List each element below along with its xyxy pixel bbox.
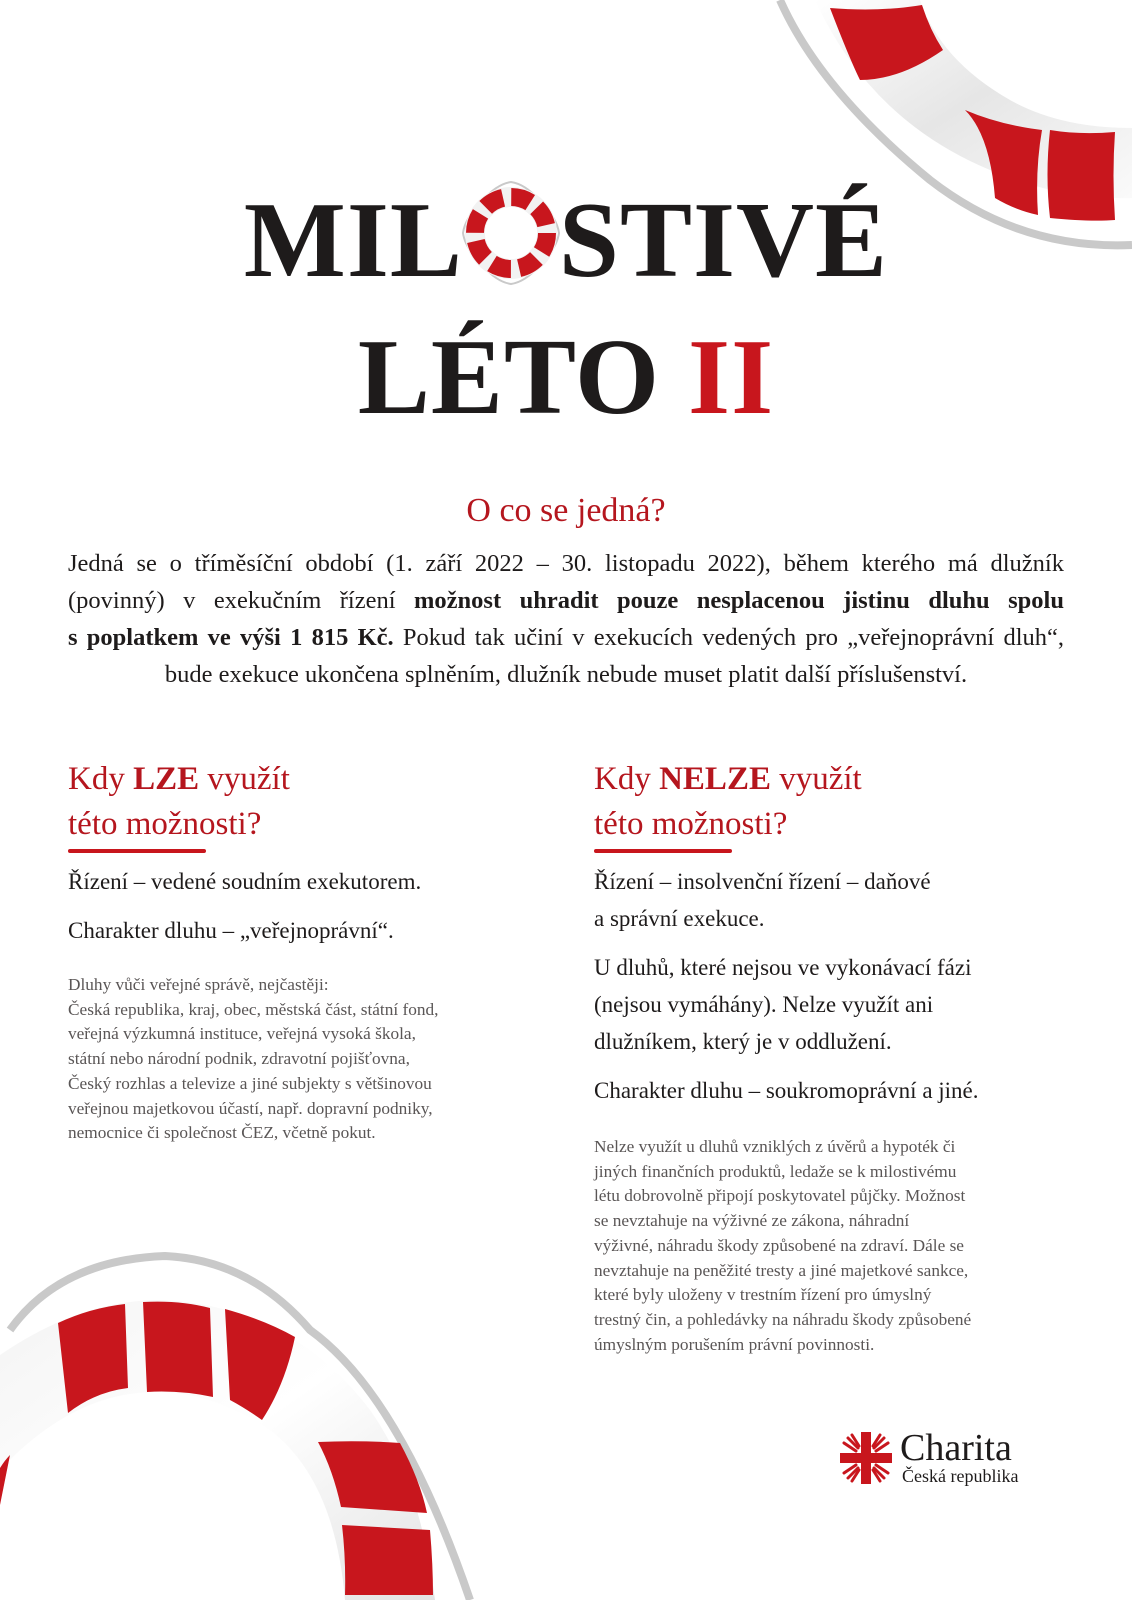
intro-line-1: Jedná se o tříměsíční období (1. září 2022 – 30. listopadu 2022), během kterého má dlužník xyxy=(68,550,1064,577)
paragraph-line: U dluhů, které nejsou ve vykonávací fázi xyxy=(594,955,972,980)
cannot-paragraph-3 xyxy=(594,1072,1064,1109)
title-line-1 xyxy=(0,178,1132,301)
paragraph-line: a správní exekuce. xyxy=(594,906,765,931)
lifebuoy-letter-o-icon xyxy=(459,178,563,288)
can-heading xyxy=(68,757,538,847)
intro-paragraph xyxy=(68,545,1064,693)
title-line-2 xyxy=(0,318,1132,438)
note-line: Nelze využít u dluhů vzniklých z úvěrů a hypoték či xyxy=(594,1137,956,1156)
heading-underline xyxy=(594,849,732,853)
note-line: úmyslným porušením právní povinnosti. xyxy=(594,1334,875,1354)
cannot-heading xyxy=(594,757,1064,847)
charita-cross-icon xyxy=(838,1430,894,1486)
intro-bold-text: možnost uhradit pouze nesplacenou jistinu dluhu spolu xyxy=(414,587,1064,614)
heading-text: této možnosti? xyxy=(594,806,788,842)
intro-line-3 xyxy=(68,619,1064,656)
note-line: Český rozhlas a televize a jiné subjekty s většinovou xyxy=(68,1073,432,1093)
title-mil: MIL xyxy=(243,181,463,300)
paragraph-line: (nejsou vymáhány). Nelze využít ani xyxy=(594,992,934,1017)
cannot-note xyxy=(594,1135,1064,1357)
charita-logo xyxy=(838,1428,1048,1488)
paragraph-line: dlužníkem, který je v oddlužení. xyxy=(594,1029,892,1054)
section-cannot-use xyxy=(594,757,1064,1357)
lifebuoy-bottom-left-icon xyxy=(0,1220,480,1600)
heading-text: využít xyxy=(770,761,862,797)
heading-text: této možnosti? xyxy=(68,806,262,842)
note-line: Česká republika, kraj, obec, městská část, státní fond, xyxy=(68,999,439,1019)
heading-bold: NELZE xyxy=(659,761,771,797)
logo-name: Charita xyxy=(900,1427,1012,1469)
paragraph-line: Charakter dluhu – soukromoprávní a jiné. xyxy=(594,1078,979,1103)
title-stive: STIVÉ xyxy=(558,181,889,300)
note-line: Dluhy vůči veřejné správě, nejčastěji: xyxy=(68,975,329,994)
logo-subtitle: Česká republika xyxy=(902,1466,1019,1486)
intro-text: (povinný) v exekučním řízení xyxy=(68,587,415,614)
can-paragraph-2: Charakter dluhu – „veřejnoprávní“. xyxy=(68,918,394,943)
heading-underline xyxy=(68,849,206,853)
note-line: jiných finančních produktů, ledaže se k milostivému xyxy=(594,1161,957,1181)
cannot-paragraph-1 xyxy=(594,863,1064,937)
intro-text: Pokud tak učiní v exekucích vedených pro „veřejnoprávní dluh“, xyxy=(393,624,1064,651)
heading-text: Kdy xyxy=(68,761,134,797)
note-line: výživné, náhradu škody způsobené na zdraví. Dále se xyxy=(594,1235,964,1255)
note-line: trestný čin, a pohledávky na náhradu škody způsobené xyxy=(594,1309,972,1329)
title-leto: LÉTO xyxy=(357,318,661,437)
heading-text: využít xyxy=(199,761,290,797)
intro-bold-fee: s poplatkem ve výši 1 815 Kč. xyxy=(68,624,394,651)
can-note xyxy=(68,973,538,1146)
cannot-paragraph-2 xyxy=(594,949,1064,1060)
note-line: veřejná výzkumná instituce, veřejná vysoká škola, xyxy=(68,1024,416,1044)
paragraph-line: Řízení – insolvenční řízení – daňové xyxy=(594,869,931,894)
note-line: veřejnou majetkovou účastí, např. dopravní podniky, xyxy=(68,1098,433,1118)
note-line: se nevztahuje na výživné ze zákona, náhradní xyxy=(594,1211,910,1231)
heading-text: Kdy xyxy=(594,761,660,797)
section-can-use xyxy=(68,757,538,1146)
note-line: nemocnice či společnost ČEZ, včetně pokut. xyxy=(68,1123,376,1143)
intro-line-4: bude exekuce ukončena splněním, dlužník nebude muset platit další příslušenství. xyxy=(164,661,968,688)
title-numeral: II xyxy=(688,318,775,437)
note-line: které byly uloženy v trestním řízení pro úmyslný xyxy=(594,1285,932,1305)
note-line: létu dobrovolně připojí poskytovatel půjčky. Možnost xyxy=(594,1186,966,1206)
intro-heading: O co se jedná? xyxy=(466,492,666,529)
can-paragraph-1: Řízení – vedené soudním exekutorem. xyxy=(68,869,422,894)
heading-bold: LZE xyxy=(133,761,200,797)
note-line: státní nebo národní podnik, zdravotní pojišťovna, xyxy=(68,1049,410,1069)
note-line: nevztahuje na peněžité tresty a jiné majetkové sankce, xyxy=(594,1260,969,1280)
intro-line-2 xyxy=(68,582,1064,619)
